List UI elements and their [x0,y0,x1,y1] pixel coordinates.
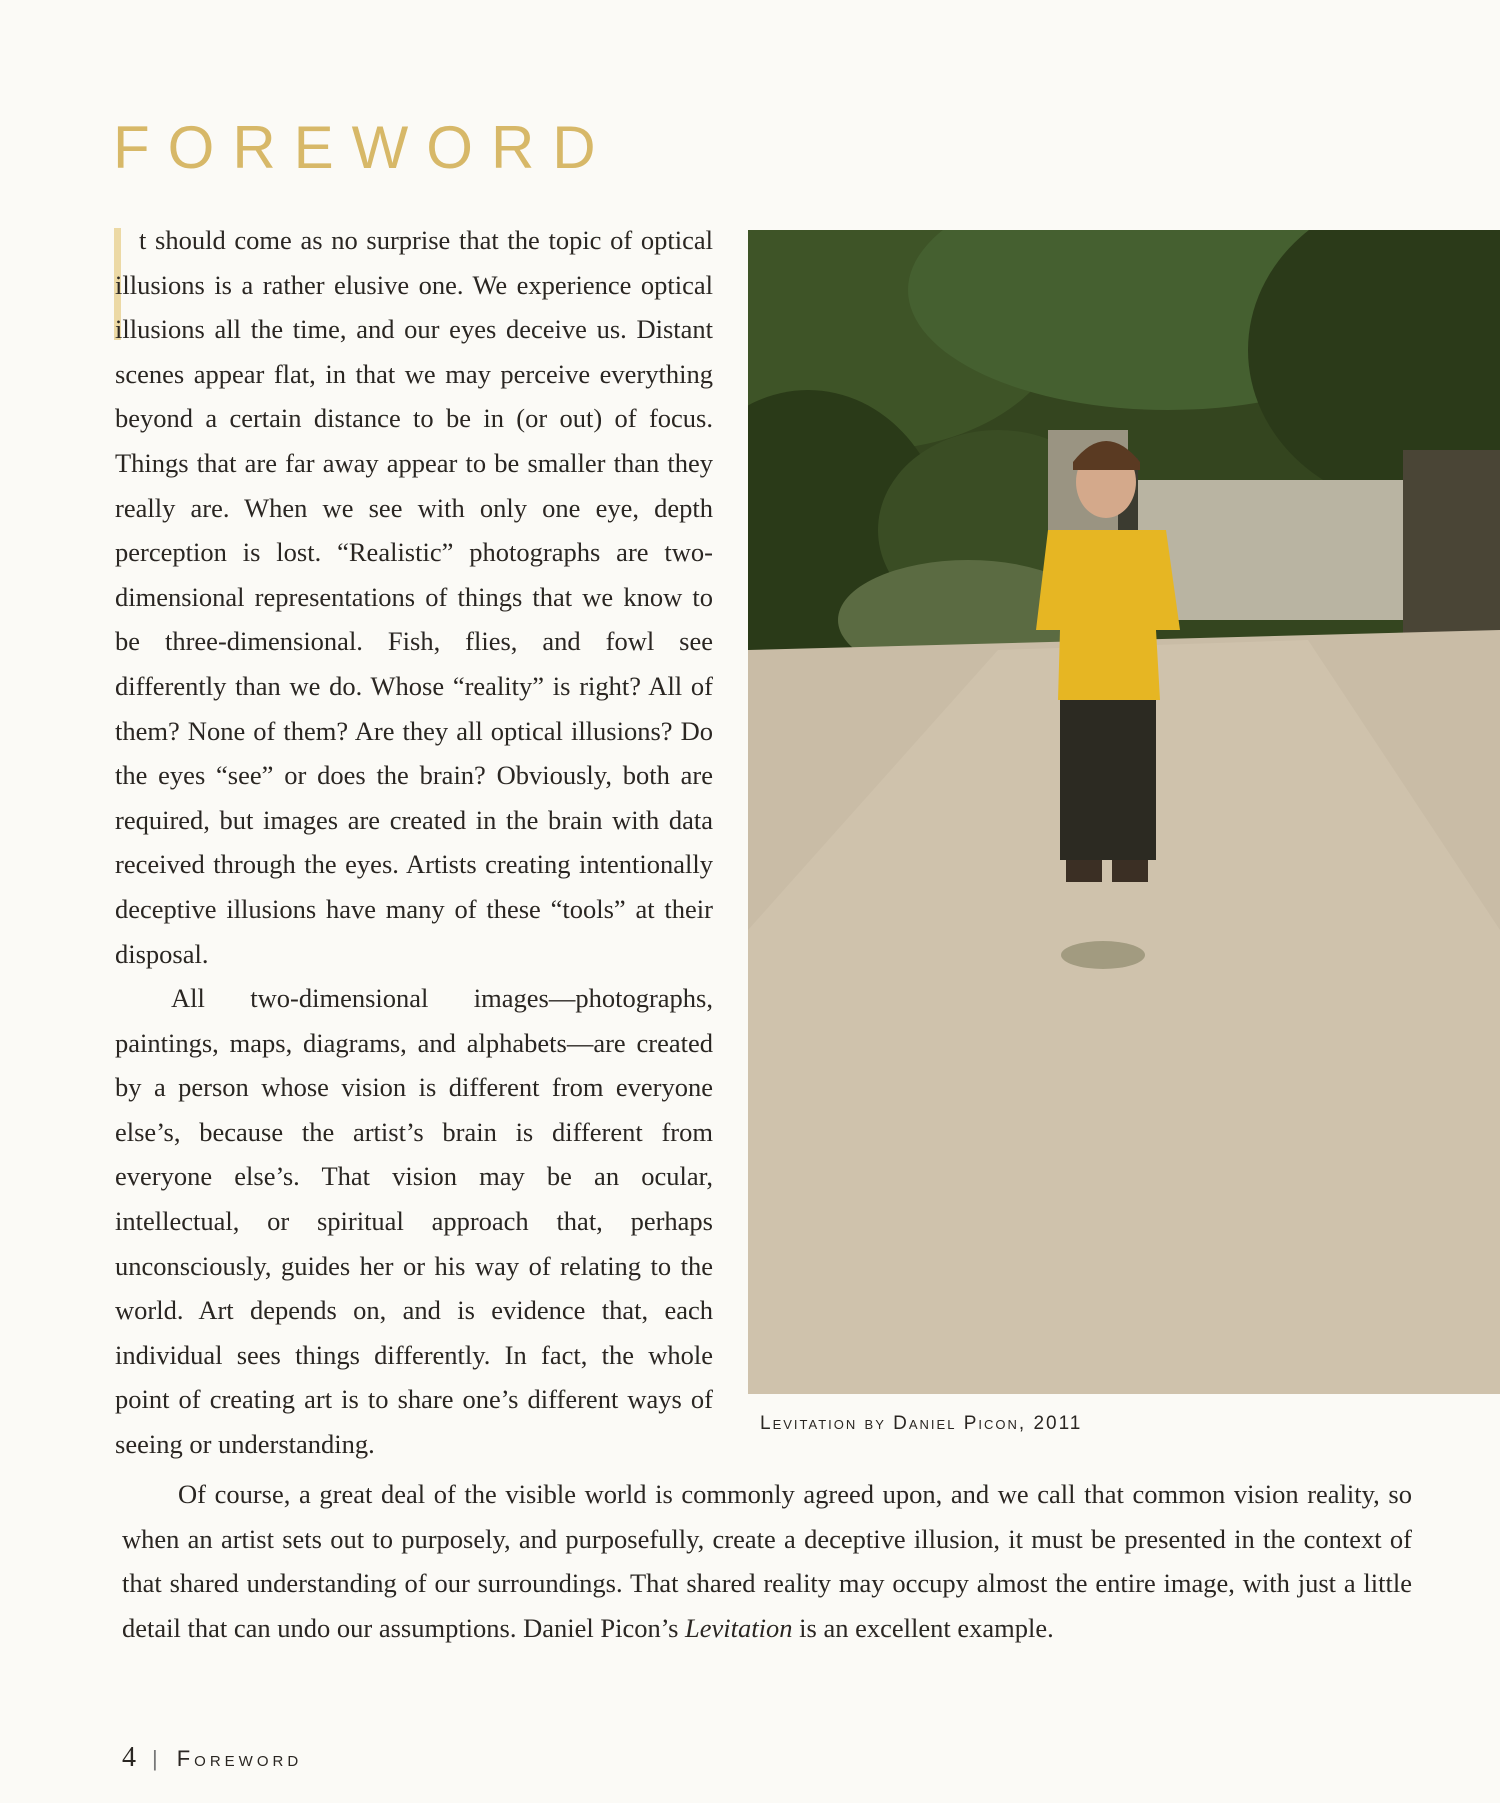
paragraph-3 [122,1472,1412,1650]
artwork-title: Levitation [685,1612,793,1643]
paragraph-1 [115,218,713,976]
body-column [115,218,713,1467]
paragraph-2: All two-dimensional images—photographs, paintings, maps, diagrams, and alphabets—are created by a person whose vision is different from everyone else’s, because the artist’s brain is different from everyone else’s. That vision may be an ocular, intellectual, or spiritual approach that, perhaps unconsciously, guides her or his way of relating to the world. Art depends on, and is evidence that, each individual sees things differently. In fact, the whole point of creating art is to share one’s different ways of seeing or understanding. [115,983,713,1460]
running-footer-title: Foreword [176,1746,303,1771]
paragraph-3-text-start: Of course, a great deal of the visible world is commonly agreed upon, and we call that common vision reality, so when an artist sets out to purposely, and purposefully, create a deceptive illusion, it must be presented in the context of that shared understanding of our surroundings. That shared reality may occupy almost the entire image, with just a little detail that can undo our assumptions. Daniel Picon’s [122,1479,1412,1643]
page-number: 4 [122,1742,136,1773]
photo-caption: Levitation by Daniel Picon, 2011 [760,1413,1083,1434]
levitation-photo [748,230,1500,1394]
page-footer [122,1742,302,1774]
paragraph-1-text: t should come as no surprise that the topic of optical illusions is a rather elusive one. We experience optical illusions all the time, and our eyes deceive us. Distant scenes appear flat, in that we may perceive everything beyond a certain distance to be in (or out) of focus. Things that are far away appear to be smaller than they really are. When we see with only one eye, depth perception is lost. “Realistic” photographs are two-dimensional representations of things that we know to be three-dimensional. Fish, flies, and fowl see differently than we do. Whose “reality” is right? All of them? None of them? Are they all optical illusions? Do the eyes “see” or does the brain? Obviously, both are required, but images are created in the brain with data received through the eyes. Artists creating intentionally deceptive illusions have many of these “tools” at their disposal. [115,225,713,969]
footer-separator: | [152,1746,161,1771]
page-heading: FOREWORD [113,114,614,181]
paragraph-3-text-end: is an excellent example. [792,1612,1054,1643]
photo-illustration [748,230,1500,1394]
